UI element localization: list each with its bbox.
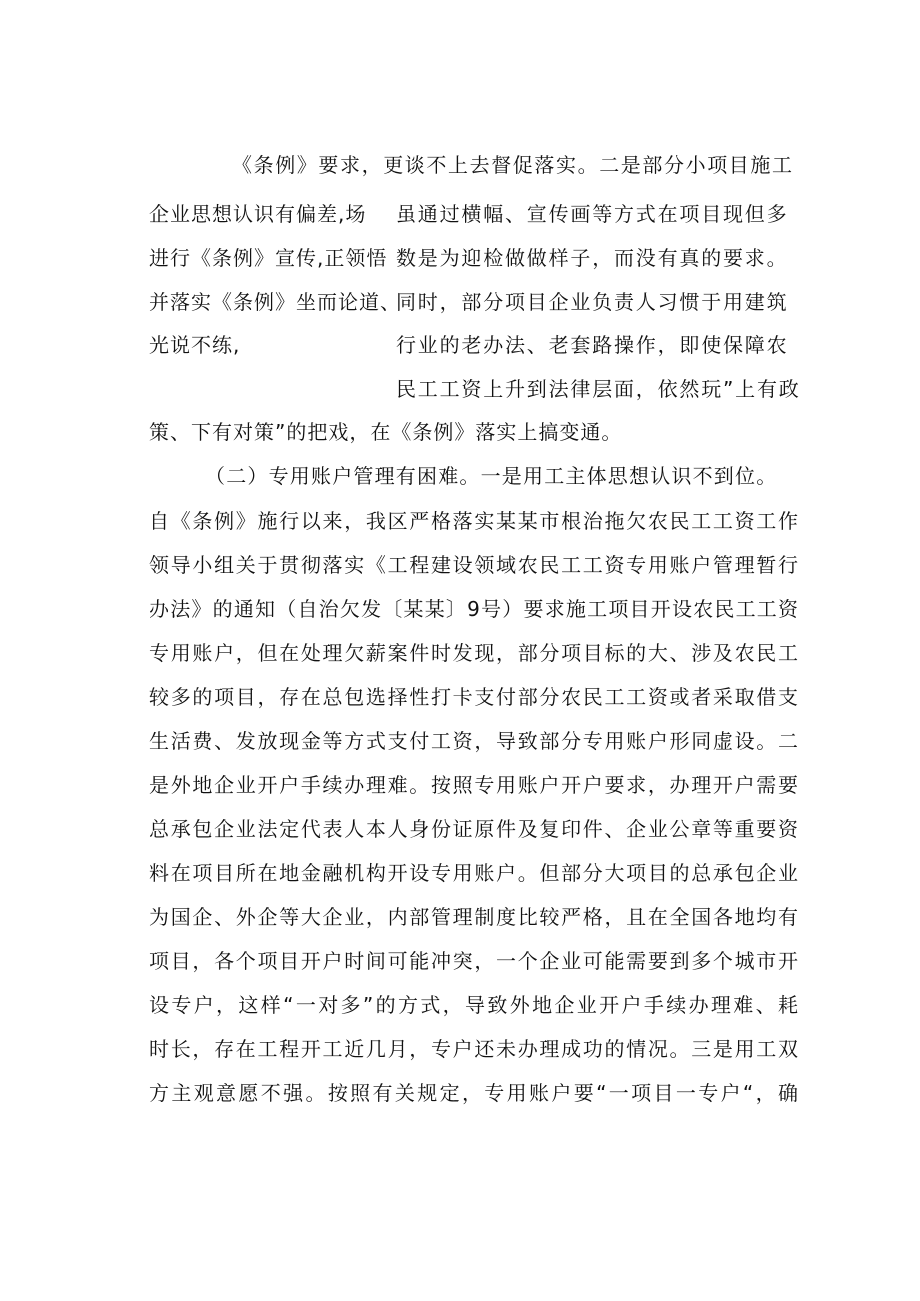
paragraph-line: 生活费、发放现金等方式支付工资，导致部分专用账户形同虚设。二	[149, 729, 799, 753]
paragraph-line: 方主观意愿不强。按照有关规定，专用账户要“一项目一专户“，确	[149, 1081, 799, 1105]
paragraph-line: 同时，部分项目企业负责人习惯于用建筑	[396, 290, 789, 314]
paragraph-line: 行业的老办法、老套路操作，即使保障农	[396, 333, 789, 357]
paragraph-line: 进行《条例》宣传,正领悟	[149, 246, 388, 270]
paragraph-line: 项目，各个项目开户时间可能冲突，一个企业可能需要到多个城市开	[149, 949, 799, 973]
paragraph-line: 时长，存在工程开工近几月，专户还未办理成功的情况。三是用工双	[149, 1037, 799, 1061]
paragraph-line: 为国企、外企等大企业，内部管理制度比较严格，且在全国各地均有	[149, 905, 799, 929]
paragraph-line: 料在项目所在地金融机构开设专用账户。但部分大项目的总承包企业	[149, 861, 799, 885]
paragraph-line: 企业思想认识有偏差,场	[149, 202, 367, 226]
paragraph-line: 民工工资上升到法律层面，依然玩”上有政	[396, 377, 801, 401]
paragraph-line: 办法》的通知（自治欠发〔某某〕9号）要求施工项目开设农民工工资	[149, 597, 799, 621]
paragraph-line: 总承包企业法定代表人本人身份证原件及复印件、企业公章等重要资	[149, 817, 799, 841]
paragraph-line: 是外地企业开户手续办理难。按照专用账户开户要求，办理开户需要	[149, 773, 799, 797]
paragraph-line: 策、下有对策”的把戏，在《条例》落实上搞变通。	[149, 420, 623, 444]
paragraph-line: 并落实《条例》坐而论道、	[149, 290, 401, 314]
paragraph-line: 数是为迎检做做样子，而没有真的要求。	[396, 246, 789, 270]
section-heading-line: （二）专用账户管理有困难。一是用工主体思想认识不到位。	[205, 464, 778, 488]
paragraph-line: 专用账户，但在处理欠薪案件时发现，部分项目标的大、涉及农民工	[149, 641, 799, 665]
paragraph-line: 设专户，这样“一对多”的方式，导致外地企业开户手续办理难、耗	[149, 993, 799, 1017]
paragraph-line: 自《条例》施行以来，我区严格落实某某市根治拖欠农民工工资工作	[149, 509, 799, 533]
paragraph-line: 领导小组关于贯彻落实《工程建设领域农民工工资专用账户管理暂行	[149, 553, 799, 577]
paragraph-line: 《条例》要求，更谈不上去督促落实。二是部分小项目施工	[232, 153, 794, 177]
paragraph-line: 较多的项目，存在总包选择性打卡支付部分农民工工资或者采取借支	[149, 685, 799, 709]
paragraph-line: 光说不练,	[149, 333, 241, 357]
paragraph-line: 虽通过横幅、宣传画等方式在项目现但多	[396, 202, 789, 226]
